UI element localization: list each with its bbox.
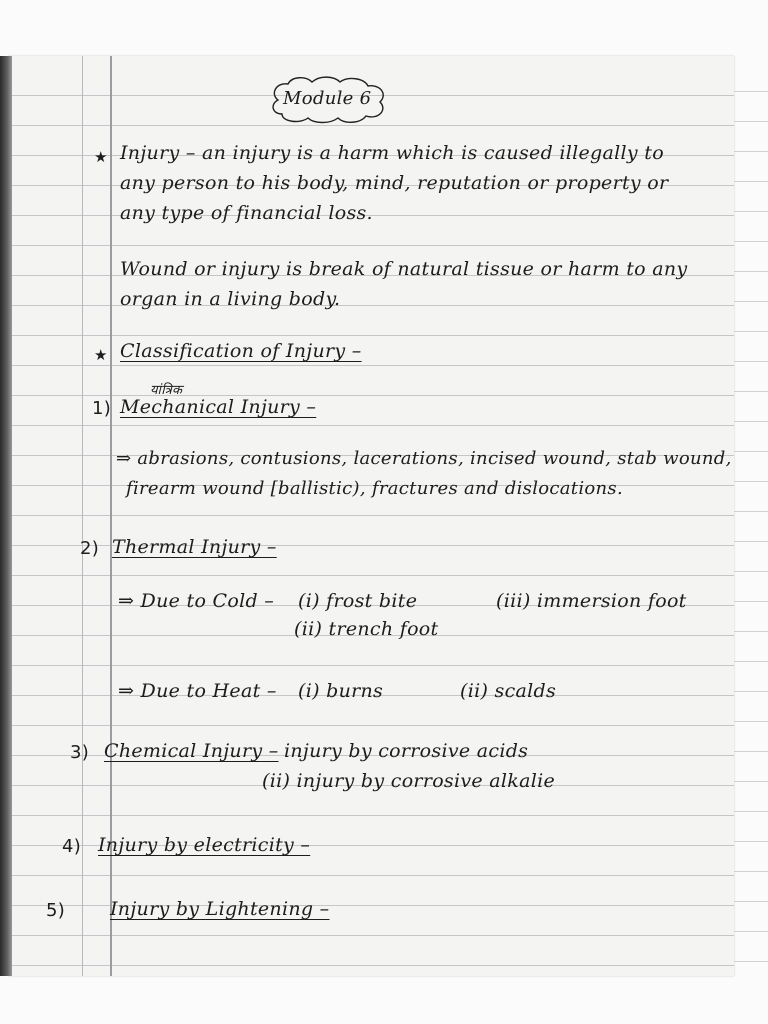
item-1-line-2: firearm wound [ballistic), fractures and dislocations.: [126, 478, 623, 499]
item-3-title: Chemical Injury –: [104, 740, 279, 762]
wound-line-2: organ in a living body.: [120, 288, 341, 310]
item-1-number: 1): [92, 398, 112, 419]
heat-item-2: (ii) scalds: [460, 680, 557, 702]
item-1-line-1: ⇒ abrasions, contusions, lacerations, incised wound, stab wound,: [116, 448, 732, 469]
item-3-line-1: injury by corrosive acids: [284, 740, 529, 762]
heat-item-1: (i) burns: [298, 680, 384, 702]
wound-line-1: Wound or injury is break of natural tissue or harm to any: [120, 258, 688, 280]
next-page-edge: [734, 62, 768, 972]
item-1-title: Mechanical Injury –: [120, 396, 317, 418]
cold-label: ⇒ Due to Cold –: [118, 590, 275, 612]
definition-line-1: Injury – an injury is a harm which is caused illegally to: [120, 142, 664, 164]
item-1-annotation: यांत्रिक: [150, 383, 183, 398]
cold-item-2: (ii) trench foot: [294, 618, 439, 640]
item-5-title: Injury by Lightening –: [110, 898, 330, 920]
star-marker-1: ★: [94, 148, 108, 166]
definition-line-2: any person to his body, mind, reputation or property or: [120, 172, 669, 194]
binding-shadow: [0, 56, 12, 976]
item-4-number: 4): [62, 836, 82, 857]
heat-label: ⇒ Due to Heat –: [118, 680, 277, 702]
item-2-number: 2): [80, 538, 100, 559]
item-5-number: 5): [46, 900, 66, 921]
item-3-line-2: (ii) injury by corrosive alkalie: [262, 770, 556, 792]
cold-item-3: (iii) immersion foot: [496, 590, 687, 612]
item-2-title: Thermal Injury –: [112, 536, 277, 558]
page-title: Module 6: [283, 88, 372, 109]
item-3-number: 3): [70, 742, 90, 763]
star-marker-2: ★: [94, 346, 108, 364]
classification-heading: Classification of Injury –: [120, 340, 362, 362]
margin-rule-outer: [82, 56, 83, 976]
cold-item-1: (i) frost bite: [298, 590, 418, 612]
definition-line-3: any type of financial loss.: [120, 202, 373, 224]
item-4-title: Injury by electricity –: [98, 834, 311, 856]
